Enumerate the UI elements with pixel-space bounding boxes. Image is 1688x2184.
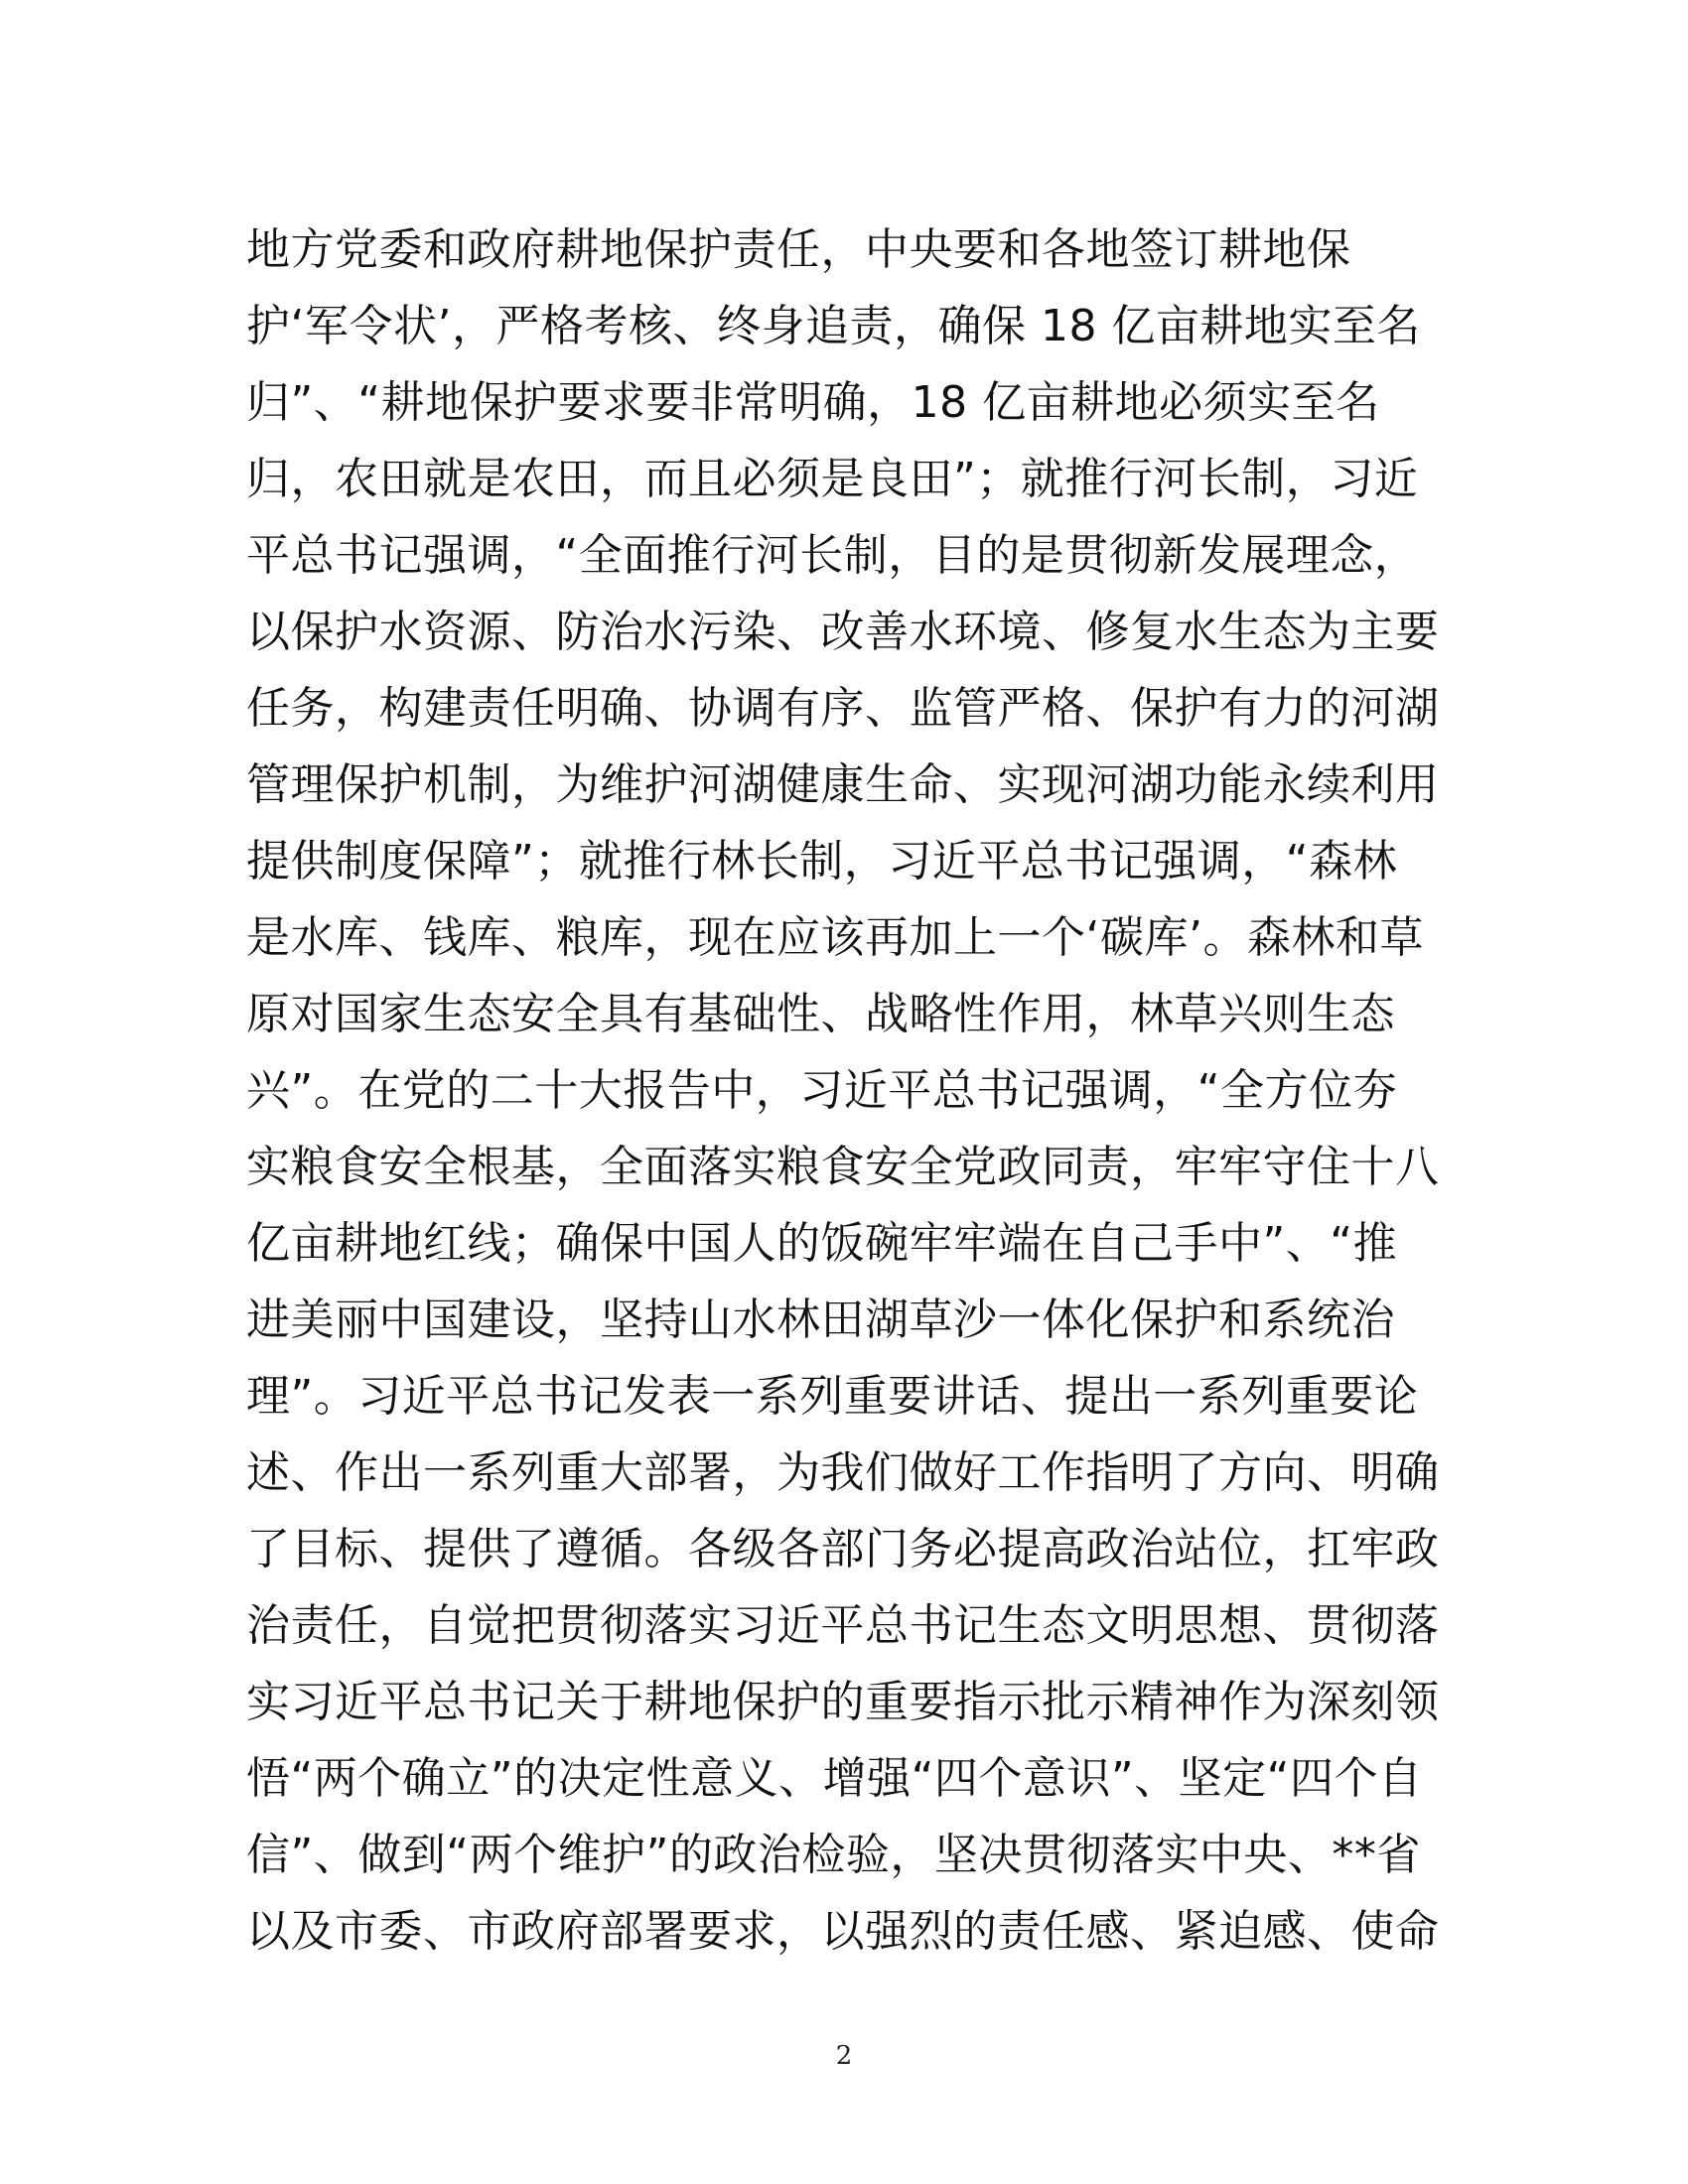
text-line: 平总书记强调，“全面推行河长制，目的是贯彻新发展理念，	[246, 530, 1419, 581]
text-line: 是水库、钱库、粮库，现在应该再加上一个‘碳库’。森林和草	[246, 912, 1424, 963]
text-line: 管理保护机制，为维护河湖健康生命、实现河湖功能永续利用	[246, 759, 1440, 810]
text-line: 归，农田就是农田，而且必须是良田”；就推行河长制，习近	[246, 454, 1419, 504]
text-line: 理”。习近平总书记发表一系列重要讲话、提出一系列重要论	[246, 1371, 1419, 1422]
text-line: 以及市委、市政府部署要求，以强烈的责任感、紧迫感、使命	[246, 1906, 1440, 1957]
text-line: 信”、做到“两个维护”的政治检验，坚决贯彻落实中央、**省	[246, 1830, 1421, 1880]
body-paragraph	[246, 211, 1448, 1970]
text-line: 述、作出一系列重大部署，为我们做好工作指明了方向、明确	[246, 1447, 1440, 1498]
page-number: 2	[835, 2041, 853, 2071]
text-line: 治责任，自觉把贯彻落实习近平总书记生态文明思想、贯彻落	[246, 1600, 1440, 1651]
text-line: 地方党委和政府耕地保护责任，中央要和各地签订耕地保	[246, 224, 1351, 275]
text-line: 兴”。在党的二十大报告中，习近平总书记强调，“全方位夯	[246, 1065, 1398, 1116]
text-line: 实习近平总书记关于耕地保护的重要指示批示精神作为深刻领	[246, 1677, 1440, 1727]
text-line: 进美丽中国建设，坚持山水林田湖草沙一体化保护和系统治	[246, 1295, 1395, 1345]
text-line: 了目标、提供了遵循。各级各部门务必提高政治站位，扛牢政	[246, 1524, 1440, 1574]
text-line: 原对国家生态安全具有基础性、战略性作用，林草兴则生态	[246, 989, 1395, 1039]
text-line: 亿亩耕地红线；确保中国人的饭碗牢牢端在自己手中”、“推	[246, 1218, 1398, 1269]
text-line: 以保护水资源、防治水污染、改善水环境、修复水生态为主要	[246, 607, 1440, 657]
text-line: 归”、“耕地保护要求要非常明确，18 亿亩耕地必须实至名	[246, 377, 1380, 428]
text-line: 任务，构建责任明确、协调有序、监管严格、保护有力的河湖	[246, 683, 1440, 734]
text-line: 护‘军令状’，严格考核、终身追责，确保 18 亿亩耕地实至名	[246, 301, 1421, 351]
text-line: 实粮食安全根基，全面落实粮食安全党政同责，牢牢守住十八	[246, 1142, 1440, 1192]
text-line: 提供制度保障”；就推行林长制，习近平总书记强调，“森林	[246, 836, 1398, 887]
text-line: 悟“两个确立”的决定性意义、增强“四个意识”、坚定“四个自	[246, 1753, 1423, 1804]
